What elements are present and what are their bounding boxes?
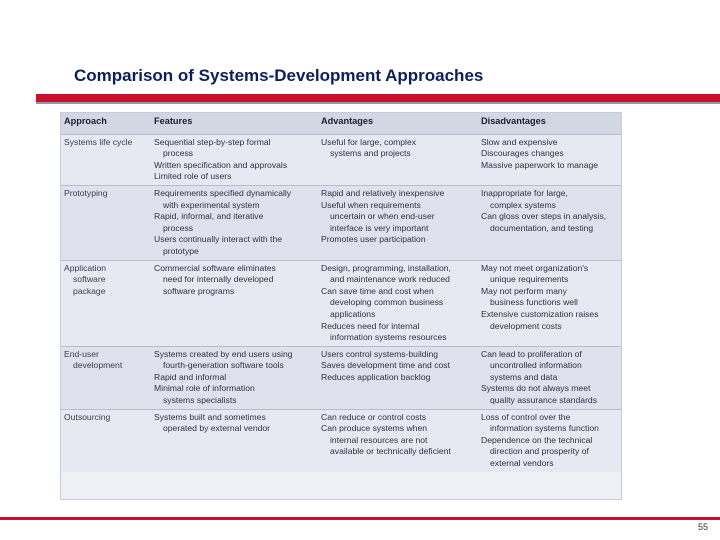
table-header-row <box>61 113 622 134</box>
cell-text-line: developing common business <box>330 297 444 308</box>
cell-text-line: Outsourcing <box>64 411 111 422</box>
cell-text-line: Rapid, informal, and iterative <box>154 211 264 222</box>
cell-text-line: Extensive customization raises <box>481 308 599 319</box>
table-row <box>61 409 622 471</box>
features-cell <box>151 346 318 409</box>
cell-text-line: Application <box>64 262 107 273</box>
approach-cell <box>61 260 151 346</box>
cell-text-line: software <box>73 274 106 285</box>
disadvantages-cell <box>478 260 622 346</box>
cell-text-line: Saves development time and cost <box>321 360 450 371</box>
cell-text-line: Dependence on the technical <box>481 434 593 445</box>
cell-text-line: complex systems <box>490 199 556 210</box>
cell-text-line: Requirements specified dynamically <box>154 187 292 198</box>
cell-text-line: development costs <box>490 320 562 331</box>
cell-text-line: external vendors <box>490 458 554 469</box>
cell-text-line: need for internally developed <box>163 274 274 285</box>
advantages-cell <box>318 409 478 471</box>
table-row <box>61 134 622 185</box>
cell-text-line: documentation, and testing <box>490 222 594 233</box>
cell-text-line: Can produce systems when <box>321 423 428 434</box>
cell-text-line: Loss of control over the <box>481 411 571 422</box>
cell-text-line: development <box>73 360 123 371</box>
footer-divider <box>0 517 720 520</box>
cell-text-line: Systems life cycle <box>64 136 133 147</box>
cell-text-line: Useful when requirements <box>321 199 421 210</box>
cell-text-line: Written specification and approvals <box>154 159 288 170</box>
cell-text-line: Systems created by end users using <box>154 348 293 359</box>
cell-text-line: Promotes user participation <box>321 234 426 245</box>
cell-text-line: Inappropriate for large, <box>481 187 568 198</box>
cell-text-line: Systems built and sometimes <box>154 411 266 422</box>
cell-text-line: Reduces need for internal <box>321 320 420 331</box>
cell-text-line: process <box>163 148 194 159</box>
cell-text-line: Minimal role of information <box>154 383 255 394</box>
features-cell <box>151 134 318 185</box>
cell-text-line: Users control systems-building <box>321 348 439 359</box>
cell-text-line: Rapid and relatively inexpensive <box>321 187 445 198</box>
header-approach: Approach <box>61 113 151 134</box>
approach-cell <box>61 185 151 260</box>
cell-text-line: unique requirements <box>490 274 569 285</box>
cell-text-line: Useful for large, complex <box>321 136 417 147</box>
cell-text-line: business functions well <box>490 297 578 308</box>
cell-text-line: uncertain or when end-user <box>330 211 435 222</box>
cell-text-line: process <box>163 222 194 233</box>
table-row <box>61 185 622 260</box>
header-features: Features <box>151 113 318 134</box>
cell-text-line: information systems resources <box>330 332 447 343</box>
cell-text-line: Can gloss over steps in analysis, <box>481 211 607 222</box>
cell-text-line: with experimental system <box>163 199 260 210</box>
cell-text-line: systems and projects <box>330 148 411 159</box>
cell-text-line: interface is very important <box>330 222 429 233</box>
title-divider <box>36 94 720 104</box>
cell-text-line: internal resources are not <box>330 434 428 445</box>
cell-text-line: Commercial software eliminates <box>154 262 276 273</box>
header-advantages: Advantages <box>318 113 478 134</box>
cell-text-line: applications <box>330 308 376 319</box>
cell-text-line: Design, programming, installation, <box>321 262 451 273</box>
cell-text-line: Can reduce or control costs <box>321 411 427 422</box>
cell-text-line: fourth-generation software tools <box>163 360 284 371</box>
page-number: 55 <box>697 522 708 532</box>
cell-text-line: package <box>73 285 106 296</box>
comparison-table <box>61 113 622 472</box>
cell-text-line: systems and data <box>490 371 558 382</box>
approach-cell <box>61 409 151 471</box>
comparison-table-image <box>60 112 622 500</box>
cell-text-line: Prototyping <box>64 187 108 198</box>
disadvantages-cell <box>478 346 622 409</box>
cell-text-line: Can lead to proliferation of <box>481 348 582 359</box>
advantages-cell <box>318 185 478 260</box>
features-cell <box>151 185 318 260</box>
cell-text-line: Massive paperwork to manage <box>481 159 599 170</box>
cell-text-line: and maintenance work reduced <box>330 274 450 285</box>
header-disadvantages: Disadvantages <box>478 113 622 134</box>
cell-text-line: quality assurance standards <box>490 395 598 406</box>
slide-title: Comparison of Systems-Development Approaches <box>74 66 484 85</box>
cell-text-line: Limited role of users <box>154 171 232 182</box>
disadvantages-cell <box>478 409 622 471</box>
cell-text-line: systems specialists <box>163 395 237 406</box>
cell-text-line: prototype <box>163 245 199 256</box>
table-row <box>61 260 622 346</box>
cell-text-line: software programs <box>163 285 235 296</box>
approach-cell <box>61 346 151 409</box>
cell-text-line: uncontrolled information <box>490 360 582 371</box>
advantages-cell <box>318 134 478 185</box>
approach-cell <box>61 134 151 185</box>
cell-text-line: Systems do not always meet <box>481 383 591 394</box>
table-row <box>61 346 622 409</box>
cell-text-line: Slow and expensive <box>481 136 558 147</box>
cell-text-line: operated by external vendor <box>163 423 271 434</box>
cell-text-line: direction and prosperity of <box>490 446 589 457</box>
cell-text-line: End-user <box>64 348 99 359</box>
advantages-cell <box>318 260 478 346</box>
table-body <box>61 134 622 472</box>
cell-text-line: Sequential step-by-step formal <box>154 136 271 147</box>
cell-text-line: Discourages changes <box>481 148 564 159</box>
cell-text-line: available or technically deficient <box>330 446 451 457</box>
cell-text-line: Rapid and informal <box>154 371 227 382</box>
disadvantages-cell <box>478 185 622 260</box>
features-cell <box>151 409 318 471</box>
features-cell <box>151 260 318 346</box>
cell-text-line: Users continually interact with the <box>154 234 283 245</box>
disadvantages-cell <box>478 134 622 185</box>
cell-text-line: Can save time and cost when <box>321 285 434 296</box>
cell-text-line: May not meet organization's <box>481 262 589 273</box>
cell-text-line: Reduces application backlog <box>321 371 431 382</box>
advantages-cell <box>318 346 478 409</box>
cell-text-line: information systems function <box>490 423 599 434</box>
cell-text-line: May not perform many <box>481 285 567 296</box>
